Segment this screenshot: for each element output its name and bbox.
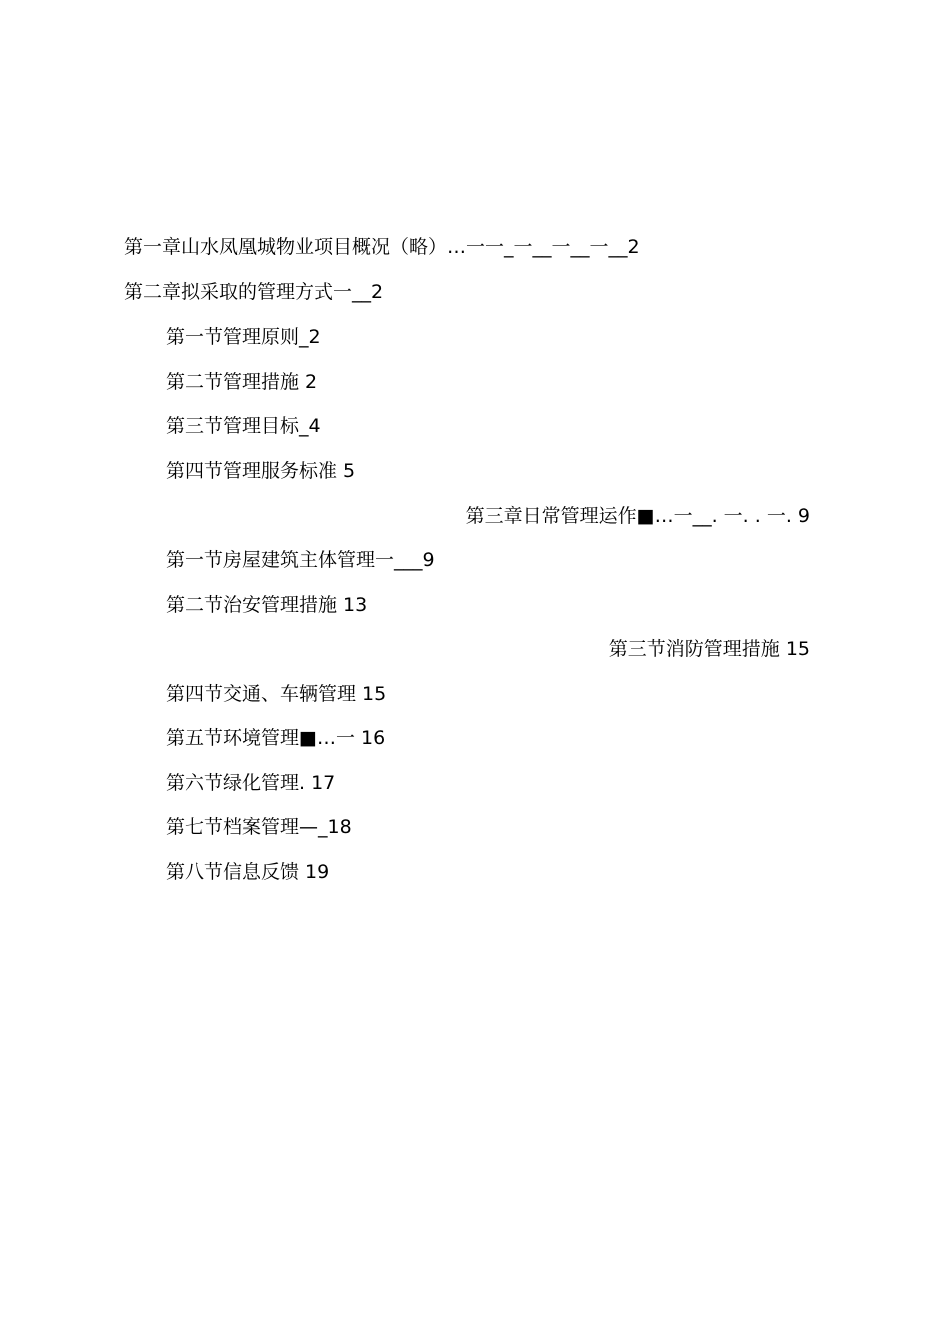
- toc-entry-ch2-section-4: 第四节管理服务标准 5: [166, 460, 356, 482]
- toc-entry-chapter-3: 第三章日常管理运作■…一__. 一. . 一. 9: [465, 505, 810, 527]
- toc-entry-ch2-section-1: 第一节管理原则_2: [166, 326, 321, 348]
- toc-entry-ch3-section-6: 第六节绿化管理. 17: [166, 772, 336, 794]
- toc-entry-ch3-section-7: 第七节档案管理—_18: [166, 816, 352, 838]
- toc-entry-chapter-1: 第一章山水凤凰城物业项目概况（略）…一一_一__一__一__2: [124, 236, 640, 258]
- toc-entry-ch2-section-2: 第二节管理措施 2: [166, 371, 318, 393]
- toc-entry-ch2-section-3: 第三节管理目标_4: [166, 415, 321, 437]
- toc-entry-ch3-section-1: 第一节房屋建筑主体管理一___9: [166, 549, 435, 571]
- toc-entry-ch3-section-3: 第三节消防管理措施 15: [608, 638, 810, 660]
- toc-entry-ch3-section-5: 第五节环境管理■…一 16: [166, 727, 386, 749]
- toc-entry-chapter-2: 第二章拟采取的管理方式一__2: [124, 281, 384, 303]
- toc-entry-ch3-section-4: 第四节交通、车辆管理 15: [166, 683, 387, 705]
- toc-entry-ch3-section-2: 第二节治安管理措施 13: [166, 594, 368, 616]
- toc-entry-ch3-section-8: 第八节信息反馈 19: [166, 861, 330, 883]
